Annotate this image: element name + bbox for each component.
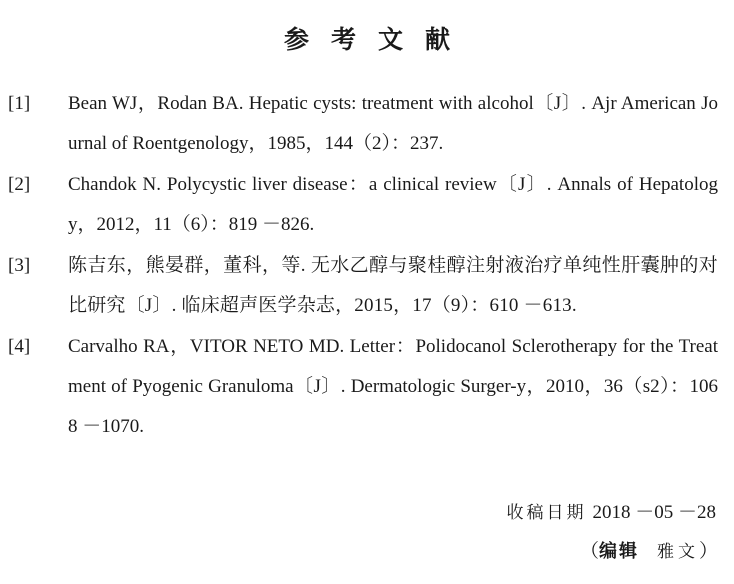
- reference-text: Carvalho RA，VITOR NETO MD. Letter：Polidocanol Sclerotherapy for the Treatment of Pyogenic Granuloma〔J〕. Dermatologic Surger-y，2010，36（s2）：1068 －1070.: [68, 336, 718, 437]
- reference-text: 陈吉东，熊晏群，董科，等. 无水乙醇与聚桂醇注射液治疗单纯性肝囊肿的对比研究〔J〕. 临床超声医学杂志，2015，17（9）：610 －613.: [68, 255, 718, 316]
- section-title: 参考文献: [283, 25, 472, 54]
- received-label: 收稿日期: [506, 503, 587, 523]
- reference-list: [0, 84, 734, 448]
- received-date: 2018 －05 －28: [592, 502, 716, 523]
- editor-name: 雅文: [656, 542, 699, 562]
- reference-number: [2]: [8, 174, 31, 195]
- reference-number: [4]: [8, 336, 31, 357]
- editor-credit: [580, 536, 718, 568]
- reference-item-2: [0, 165, 734, 245]
- received-date-line: [506, 497, 716, 529]
- reference-item-3: [0, 246, 734, 326]
- reference-item-4: [0, 327, 734, 447]
- editor-open-paren: （: [579, 541, 599, 562]
- reference-number: [3]: [8, 255, 31, 276]
- editor-close-paren: ）: [698, 541, 718, 562]
- reference-number: [1]: [8, 93, 31, 114]
- reference-text: Bean WJ，Rodan BA. Hepatic cysts: treatment with alcohol〔J〕. Ajr American Journal of Roentgenology，1985，144（2）：237.: [68, 93, 718, 154]
- reference-text: Chandok N. Polycystic liver disease：a clinical review〔J〕. Annals of Hepatology，2012，11（6）：819 －826.: [68, 174, 718, 235]
- reference-item-1: [0, 84, 734, 164]
- editor-role: 编辑: [598, 541, 639, 562]
